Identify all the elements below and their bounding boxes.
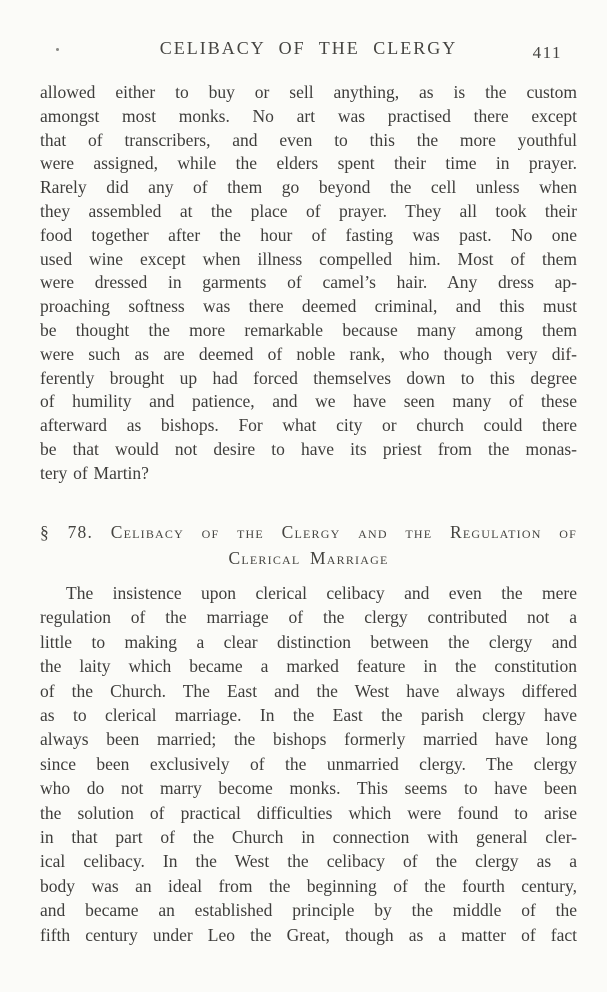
text-line: food together after the hour of fasting was past. No one	[40, 224, 577, 245]
text-line: body was an ideal from the beginning of the fourth century,	[40, 875, 577, 896]
page-number: 411	[532, 43, 562, 62]
text-line: ical celibacy. In the West the celibacy of the clergy as a	[40, 851, 577, 872]
text-line: afterward as bishops. For what city or church could there	[40, 415, 577, 436]
text-line: tery of Martin?	[40, 462, 149, 483]
text-line: were such as are deemed of noble rank, who though very dif-	[40, 343, 577, 364]
text-line: Rarely did any of them go beyond the cell unless when	[40, 177, 577, 198]
text-line: always been married; the bishops formerly married have long	[40, 729, 577, 750]
text-line: they assembled at the place of prayer. They all took their	[40, 200, 577, 221]
text-line: be that would not desire to have its priest from the monas-	[40, 438, 577, 459]
text-line: fifth century under Leo the Great, though as a matter of fact	[40, 924, 577, 945]
text-line: and became an established principle by the middle of the	[40, 900, 577, 921]
text-line: as to clerical marriage. In the East the parish clergy have	[40, 705, 577, 726]
text-line: ferently brought up had forced themselves down to this degree	[40, 367, 577, 388]
text-line: used wine except when illness compelled him. Most of them	[40, 248, 577, 269]
text-line: of the Church. The East and the West have always differed	[40, 680, 577, 701]
text-line: little to making a clear distinction between the clergy and	[40, 631, 577, 652]
running-header	[0, 0, 607, 70]
text-line: be thought the more remarkable because many among them	[40, 319, 577, 340]
text-line: were dressed in garments of camel’s hair. Any dress ap-	[40, 272, 577, 293]
text-line: were assigned, while the elders spent their time in prayer.	[40, 153, 577, 174]
text-line: proaching softness was there deemed criminal, and this must	[40, 296, 577, 317]
text-line: the solution of practical difficulties which were found to arise	[40, 802, 577, 823]
text-line: who do not marry become monks. This seems to have been	[40, 778, 577, 799]
text-line: amongst most monks. No art was practised there except	[40, 105, 577, 126]
running-header-title: CELIBACY OF THE CLERGY	[159, 38, 458, 58]
section-heading-line-1: § 78. Celibacy of the Clergy and the Regulation of	[40, 522, 577, 542]
text-line: the laity which became a marked feature in the constitution	[40, 656, 577, 677]
text-line: of humility and patience, and we have seen many of these	[40, 391, 577, 412]
text-line: that of transcribers, and even to this the more youthful	[40, 129, 577, 150]
section-heading-line-2: Clerical Marriage	[228, 548, 389, 568]
text-line: allowed either to buy or sell anything, as is the custom	[40, 82, 577, 102]
text-line: since been exclusively of the unmarried clergy. The clergy	[40, 753, 577, 774]
text-line: regulation of the marriage of the clergy contributed not a	[40, 607, 577, 628]
text-line: in that part of the Church in connection with general cler-	[40, 827, 577, 848]
paragraph-new-section	[40, 581, 577, 947]
paragraph-continuation	[40, 81, 577, 486]
section-heading	[40, 519, 577, 571]
text-line: The insistence upon clerical celibacy and even the mere	[66, 583, 577, 603]
